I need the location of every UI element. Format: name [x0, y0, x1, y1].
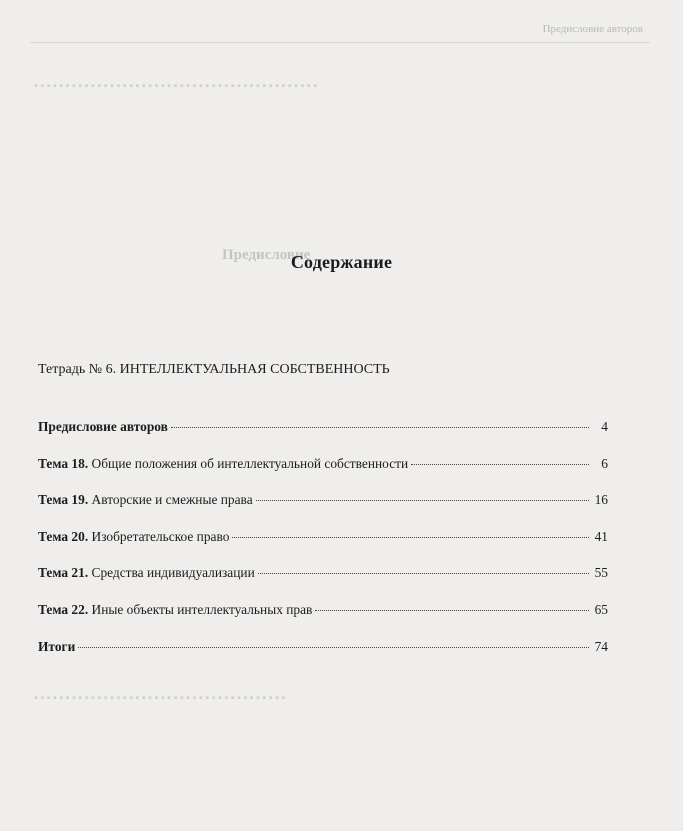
- toc-entry-text: Изобретательское право: [88, 528, 230, 544]
- toc-entry-bold: Итоги: [38, 638, 76, 654]
- toc-page-number: 41: [594, 528, 608, 544]
- dot-leader: [78, 646, 589, 648]
- notebook-title: Тетрадь № 6. ИНТЕЛЛЕКТУАЛЬНАЯ СОБСТВЕННОСТЬ: [38, 362, 390, 377]
- toc-entry-text: Средства индивидуализации: [88, 565, 255, 581]
- toc-entry-topic-18[interactable]: [38, 456, 608, 493]
- toc-entry-preface[interactable]: [38, 419, 608, 456]
- dot-leader: [411, 463, 589, 465]
- ghost-running-title: Предисловие авторов: [542, 23, 643, 35]
- toc-entry-summary[interactable]: [38, 639, 608, 676]
- toc-entry-bold: Тема 18.: [38, 455, 89, 471]
- dot-leader: [171, 426, 589, 428]
- toc-entry-text: Общие положения об интеллектуальной собственности: [88, 455, 409, 471]
- ghost-paragraphs-bottom: ▪ ▪ ▪ ▪ ▪ ▪ ▪ ▪ ▪ ▪ ▪ ▪ ▪ ▪ ▪ ▪ ▪ ▪ ▪ ▪ ▪ ▪ ▪ ▪ ▪ ▪ ▪ ▪ ▪ ▪ ▪ ▪ ▪ ▪ ▪ ▪ ▪ ▪ ▪ ▪: [34, 693, 286, 704]
- table-of-contents: [38, 419, 608, 675]
- toc-page-number: 6: [601, 455, 608, 471]
- dot-leader: [232, 536, 589, 538]
- toc-entry-text: Авторские и смежные права: [88, 492, 253, 508]
- toc-page-number: 4: [601, 419, 608, 434]
- toc-page-number: 65: [594, 601, 608, 617]
- toc-entry-topic-21[interactable]: [38, 565, 608, 602]
- toc-entry-bold: Тема 20.: [38, 528, 89, 544]
- toc-entry-topic-20[interactable]: [38, 529, 608, 566]
- toc-page-number: 16: [594, 492, 608, 508]
- ghost-rule: [30, 42, 650, 43]
- dot-leader: [258, 572, 589, 574]
- toc-entry-bold: Тема 21.: [38, 565, 89, 581]
- toc-page-number: 74: [594, 638, 608, 654]
- toc-page-number: 55: [594, 565, 608, 581]
- toc-entry-bold: Тема 22.: [38, 601, 89, 617]
- toc-entry-topic-22[interactable]: [38, 602, 608, 639]
- dot-leader: [256, 499, 589, 501]
- toc-entry-bold: Предисловие авторов: [38, 419, 168, 434]
- ghost-heading: Предисловие: [222, 247, 311, 263]
- ghost-paragraphs-top: ▪ ▪ ▪ ▪ ▪ ▪ ▪ ▪ ▪ ▪ ▪ ▪ ▪ ▪ ▪ ▪ ▪ ▪ ▪ ▪ ▪ ▪ ▪ ▪ ▪ ▪ ▪ ▪ ▪ ▪ ▪ ▪ ▪ ▪ ▪ ▪ ▪ ▪ ▪ ▪ ▪ ▪ ▪ ▪ ▪: [34, 81, 317, 92]
- toc-entry-text: Иные объекты интеллектуальных прав: [88, 601, 313, 617]
- contents-title: Содержание: [290, 252, 393, 272]
- toc-entry-topic-19[interactable]: [38, 492, 608, 529]
- dot-leader: [315, 609, 589, 611]
- toc-entry-bold: Тема 19.: [38, 492, 89, 508]
